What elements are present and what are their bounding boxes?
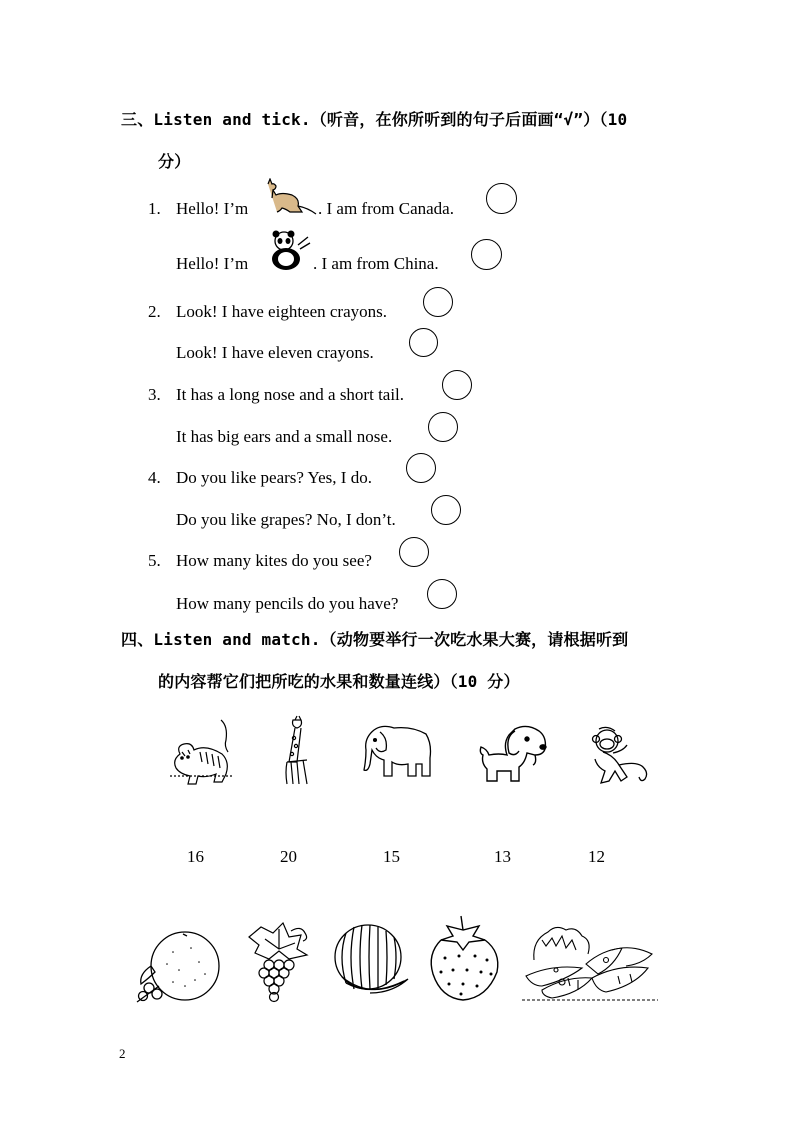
question-1a-suffix: . I am from Canada. xyxy=(318,199,454,218)
answer-circle-2b[interactable] xyxy=(409,328,438,357)
giraffe-icon[interactable] xyxy=(279,714,315,788)
question-4a: Do you like pears? Yes, I do. xyxy=(176,468,372,487)
answer-circle-5a[interactable] xyxy=(399,537,429,567)
section4-heading-line2: 的内容帮它们把所吃的水果和数量连线）（10 分） xyxy=(158,672,520,691)
question-number-3: 3. xyxy=(148,385,161,404)
question-number-1: 1. xyxy=(148,199,161,218)
kangaroo-icon xyxy=(262,178,317,216)
question-1a-prefix: Hello! I’m xyxy=(176,199,249,218)
question-3b: It has big ears and a small nose. xyxy=(176,427,393,446)
question-number-2: 2. xyxy=(148,302,161,321)
elephant-icon[interactable] xyxy=(358,720,434,786)
watermelon-icon[interactable] xyxy=(332,921,412,999)
answer-circle-3b[interactable] xyxy=(428,412,458,442)
number-option-5[interactable]: 12 xyxy=(588,847,605,866)
number-option-1[interactable]: 16 xyxy=(187,847,204,866)
dog-icon[interactable] xyxy=(475,723,553,789)
question-2b: Look! I have eleven crayons. xyxy=(176,343,374,362)
question-number-5: 5. xyxy=(148,551,161,570)
strawberry-icon[interactable] xyxy=(425,914,507,1004)
question-3a: It has a long nose and a short tail. xyxy=(176,385,405,404)
number-option-4[interactable]: 13 xyxy=(494,847,511,866)
monkey-icon[interactable] xyxy=(583,725,655,787)
number-option-3[interactable]: 15 xyxy=(383,847,400,866)
bananas-icon[interactable] xyxy=(522,920,660,1002)
orange-icon[interactable] xyxy=(133,926,223,1004)
question-1b-prefix: Hello! I’m xyxy=(176,254,249,273)
question-number-4: 4. xyxy=(148,468,161,487)
answer-circle-5b[interactable] xyxy=(427,579,457,609)
number-option-2[interactable]: 20 xyxy=(280,847,297,866)
panda-icon xyxy=(264,229,312,273)
question-1b-suffix: . I am from China. xyxy=(313,254,439,273)
page-number: 2 xyxy=(119,1046,126,1061)
answer-circle-4b[interactable] xyxy=(431,495,461,525)
section3-heading-line2: 分） xyxy=(158,152,191,171)
tiger-icon[interactable] xyxy=(166,716,236,788)
question-5a: How many kites do you see? xyxy=(176,551,372,570)
answer-circle-1a[interactable] xyxy=(486,183,517,214)
section4-heading-line1: 四、Listen and match.（动物要举行一次吃水果大赛，请根据听到 xyxy=(121,630,629,649)
answer-circle-1b[interactable] xyxy=(471,239,502,270)
question-4b: Do you like grapes? No, I don’t. xyxy=(176,510,396,529)
question-2a: Look! I have eighteen crayons. xyxy=(176,302,387,321)
answer-circle-3a[interactable] xyxy=(442,370,472,400)
answer-circle-4a[interactable] xyxy=(406,453,436,483)
answer-circle-2a[interactable] xyxy=(423,287,453,317)
question-5b: How many pencils do you have? xyxy=(176,594,399,613)
grapes-icon[interactable] xyxy=(239,919,315,1003)
section3-heading-line1: 三、Listen and tick.（听音，在你所听到的句子后面画“√”）（10 xyxy=(121,110,628,129)
